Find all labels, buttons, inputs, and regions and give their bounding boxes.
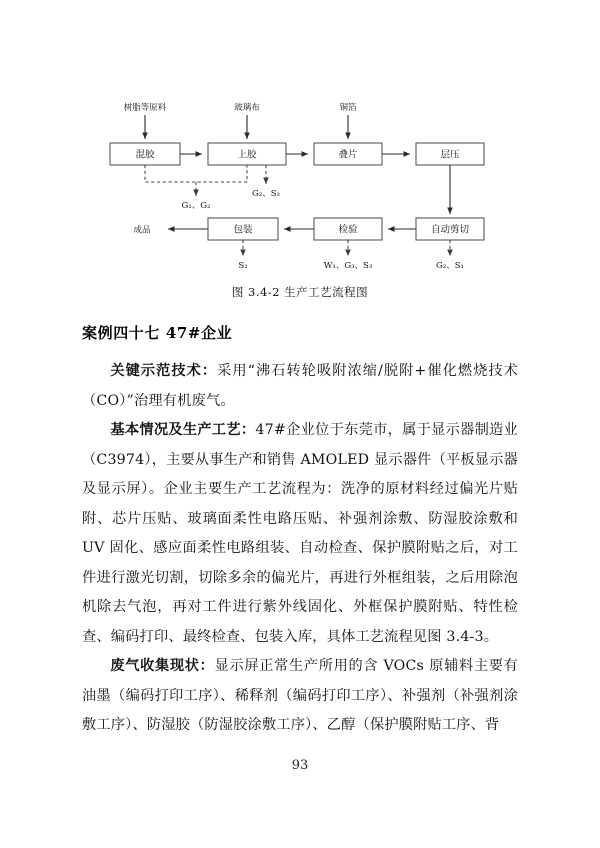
paragraph-key-technology bbox=[82, 357, 518, 416]
input-label-copper-foil: 铜箔 bbox=[339, 103, 357, 113]
input-label-resin: 树脂等原料 bbox=[123, 103, 167, 113]
page-title: 案例四十七 47#企业 bbox=[82, 324, 233, 342]
emission-label-packaging: S₂ bbox=[238, 261, 248, 271]
dashed-bracket-mixing-gluing bbox=[145, 165, 247, 182]
process-flow-figure bbox=[0, 96, 600, 300]
node-label-lamination: 层压 bbox=[440, 149, 460, 161]
paragraph-lead-basic-situation: 基本情况及生产工艺： bbox=[110, 422, 256, 438]
figure-caption: 图 3.4-2 生产工艺流程图 bbox=[231, 285, 369, 299]
emission-label-autocut: G₂、S₁ bbox=[436, 261, 464, 271]
node-label-inspection: 检验 bbox=[338, 224, 358, 236]
emission-label-inspection: W₁、G₃、S₃ bbox=[323, 261, 373, 271]
document-body bbox=[82, 322, 518, 741]
page-number: 93 bbox=[291, 758, 309, 773]
node-label-packaging: 包装 bbox=[233, 224, 253, 236]
input-label-glass-cloth: 玻璃布 bbox=[234, 103, 260, 113]
paragraph-waste-gas-collection bbox=[82, 652, 518, 741]
emission-label-gluing: G₂、S₃ bbox=[252, 189, 280, 199]
emission-label-mixing-gluing: G₁、G₂ bbox=[181, 201, 211, 211]
process-flow-diagram bbox=[90, 96, 510, 276]
node-label-mixing: 混胶 bbox=[135, 149, 155, 161]
paragraph-text-basic-situation: 47#企业位于东莞市，属于显示器制造业（C3974），主要从事生产和销售 AMOLED 显示器件（平板显示器及显示屏）。企业主要生产工艺流程为：洗净的原材料经过偏光片贴附、芯片压贴、玻璃面柔性电路压贴、补强剂涂敷、防湿胶涂敷和 UV 固化、感应面柔性电路组装、自动检查、保护膜附贴之后，对工件进行激光切割，切除多余的偏光片，再进行外框组装，之后用除泡机除去气泡，再对工件进行紫外线固化、外框保护膜附贴、特性检查、编码打印、最终检查、包装入库，具体工艺流程见图 3.4-3。 bbox=[82, 422, 518, 645]
paragraph-text-key-technology: 采用“沸石转轮吸附浓缩/脱附+催化燃烧技术（CO）”治理有机废气。 bbox=[82, 363, 518, 409]
paragraph-lead-waste-gas-collection: 废气收集现状： bbox=[110, 658, 215, 674]
output-label-finished-product: 成品 bbox=[133, 225, 151, 236]
node-label-gluing: 上胶 bbox=[237, 149, 257, 161]
paragraph-text-waste-gas-collection: 显示屏正常生产所用的含 VOCs 原辅料主要有油墨（编码打印工序）、稀释剂（编码打印工序）、补强剂（补强剂涂敷工序）、防湿胶（防湿胶涂敷工序）、乙醇（保护膜附贴工序、背 bbox=[82, 658, 518, 733]
paragraph-lead-key-technology: 关键示范技术： bbox=[110, 363, 218, 379]
node-label-auto-cut: 自动剪切 bbox=[430, 224, 470, 236]
node-label-stacking: 叠片 bbox=[338, 149, 358, 161]
paragraph-basic-situation bbox=[82, 416, 518, 652]
